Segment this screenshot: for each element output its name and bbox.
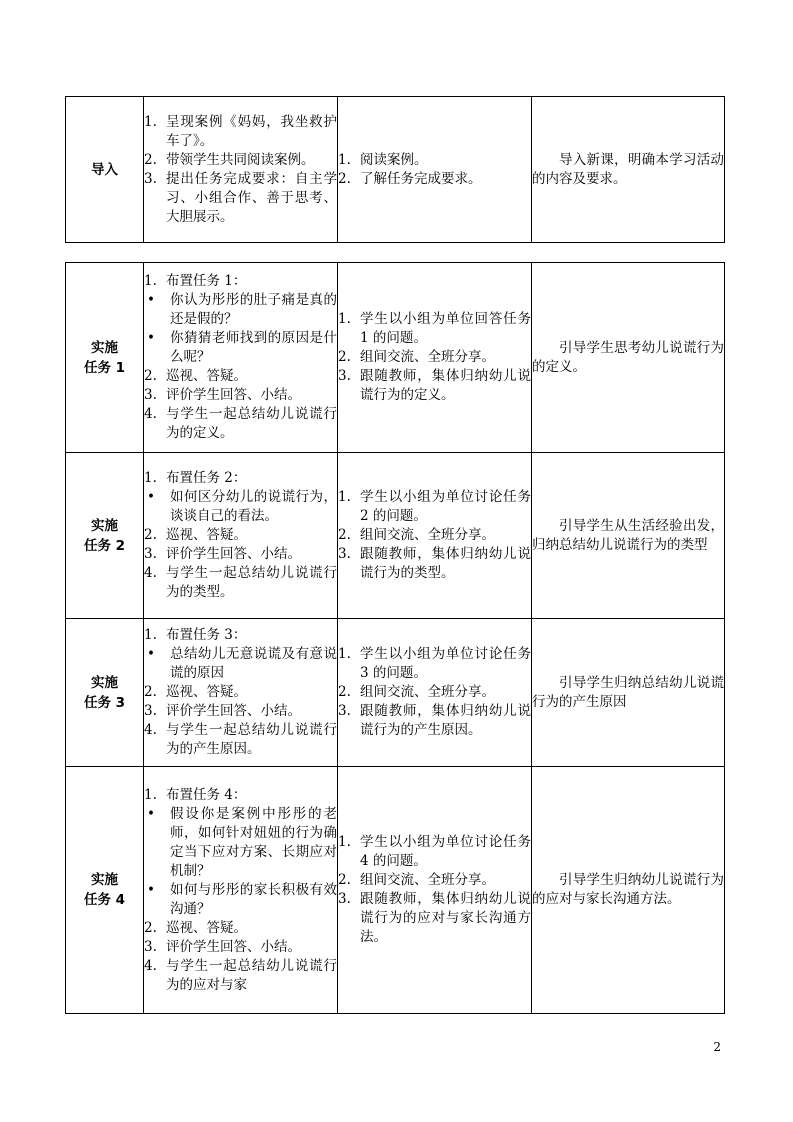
list-item: 4. 与学生一起总结幼儿说谎行为的定义。 — [144, 406, 337, 441]
list-item: 1. 阅读案例。 — [338, 151, 428, 168]
list-item: • 如何与彤彤的家长积极有效沟通？ — [147, 881, 337, 917]
list-item: 3. 评价学生回答、小结。 — [144, 387, 301, 403]
teacher-activity-cell — [144, 97, 338, 243]
list-item: 2. 巡视、答疑。 — [144, 919, 247, 936]
list-item: 3. 跟随教师，集体归纳幼儿说谎行为的类型。 — [338, 546, 531, 581]
list-item: 4. 与学生一起总结幼儿说谎行为的类型。 — [144, 565, 337, 600]
list-item: 2. 带领学生共同阅读案例。 — [144, 151, 315, 168]
stage-cell: 实施 任务 1 — [66, 263, 144, 453]
list-item: 3. 评价学生回答、小结。 — [144, 938, 301, 955]
list-item: • 你认为彤彤的肚子痛是真的还是假的？ — [147, 292, 337, 327]
list-item: 2. 巡视、答疑。 — [144, 527, 247, 543]
design-intent-cell: 引导学生思考幼儿说谎行为的定义。 — [532, 263, 725, 453]
intro-row — [66, 97, 725, 243]
list-item: 1. 布置任务 1： — [144, 273, 247, 289]
list-item: 4. 与学生一起总结幼儿说谎行为的应对与家 — [144, 957, 337, 993]
list-item: 1. 布置任务 2： — [144, 470, 247, 486]
list-item: 2. 组间交流、全班分享。 — [338, 527, 495, 543]
page-number: 2 — [713, 1040, 721, 1054]
list-item: • 假设你是案例中彤彤的老师，如何针对妞妞的行为确定当下应对方案、长期应对机制？ — [147, 805, 337, 879]
list-item: 1. 学生以小组为单位回答任务 1 的问题。 — [338, 311, 531, 346]
list-item: 3. 跟随教师，集体归纳幼儿说谎行为的产生原因。 — [338, 703, 531, 738]
list-item: 3. 跟随教师，集体归纳幼儿说谎行为的定义。 — [338, 368, 531, 403]
list-item: 1. 学生以小组为单位讨论任务 4 的问题。 — [338, 834, 531, 869]
list-item: 3. 提出任务完成要求：自主学习、小组合作、善于思考、大胆展示。 — [144, 170, 337, 225]
list-item: 2. 了解任务完成要求。 — [338, 170, 482, 187]
student-activity-cell — [338, 767, 532, 1014]
list-item: • 总结幼儿无意说谎及有意说谎的原因 — [147, 646, 337, 681]
task-row-3 — [66, 619, 725, 767]
design-intent-cell: 引导学生归纳总结幼儿说谎行为的产生原因 — [532, 619, 725, 767]
list-item: 1. 呈现案例《妈妈，我坐救护车了》。 — [144, 113, 337, 149]
teacher-activity-cell — [144, 453, 338, 619]
task-row-2 — [66, 453, 725, 619]
stage-cell: 实施 任务 3 — [66, 619, 144, 767]
student-activity-cell — [338, 263, 532, 453]
list-item: 2. 组间交流、全班分享。 — [338, 684, 495, 700]
tasks-table — [65, 262, 725, 1014]
task-row-4 — [66, 767, 725, 1014]
stage-cell — [66, 97, 144, 243]
list-item: 4. 与学生一起总结幼儿说谎行为的产生原因。 — [144, 722, 337, 757]
list-item: 1. 学生以小组为单位讨论任务 3 的问题。 — [338, 646, 531, 681]
list-item: 1. 布置任务 4： — [144, 786, 247, 803]
list-item: • 如何区分幼儿的说谎行为，谈谈自己的看法。 — [147, 489, 337, 524]
list-item: 3. 跟随教师，集体归纳幼儿说谎行为的应对与家长沟通方法。 — [338, 891, 531, 945]
student-activity-cell — [338, 619, 532, 767]
student-activity-cell — [338, 97, 532, 243]
intro-table — [65, 96, 725, 243]
list-item: 2. 巡视、答疑。 — [144, 368, 247, 384]
list-item: • 你猜猜老师找到的原因是什么呢？ — [147, 330, 337, 365]
list-item: 2. 组间交流、全班分享。 — [338, 349, 495, 365]
list-item: 3. 评价学生回答、小结。 — [144, 546, 301, 562]
design-intent-cell: 引导学生从生活经验出发，归纳总结幼儿说谎行为的类型 — [532, 453, 725, 619]
list-item: 1. 学生以小组为单位讨论任务 2 的问题。 — [338, 489, 531, 524]
teacher-activity-cell — [144, 767, 338, 1014]
list-item: 1. 布置任务 3： — [144, 627, 247, 643]
list-item: 2. 组间交流、全班分享。 — [338, 872, 495, 888]
stage-cell: 实施 任务 2 — [66, 453, 144, 619]
task-row-1 — [66, 263, 725, 453]
teacher-activity-cell — [144, 619, 338, 767]
teacher-activity-cell — [144, 263, 338, 453]
design-intent-cell: 导入新课，明确本学习活动的内容及要求。 — [532, 97, 725, 243]
stage-label: 导入 — [91, 161, 118, 178]
design-intent-cell: 引导学生归纳幼儿说谎行为的应对与家长沟通方法。 — [532, 767, 725, 1014]
list-item: 3. 评价学生回答、小结。 — [144, 703, 301, 719]
list-item: 2. 巡视、答疑。 — [144, 684, 247, 700]
student-activity-cell — [338, 453, 532, 619]
stage-cell: 实施 任务 4 — [66, 767, 144, 1014]
